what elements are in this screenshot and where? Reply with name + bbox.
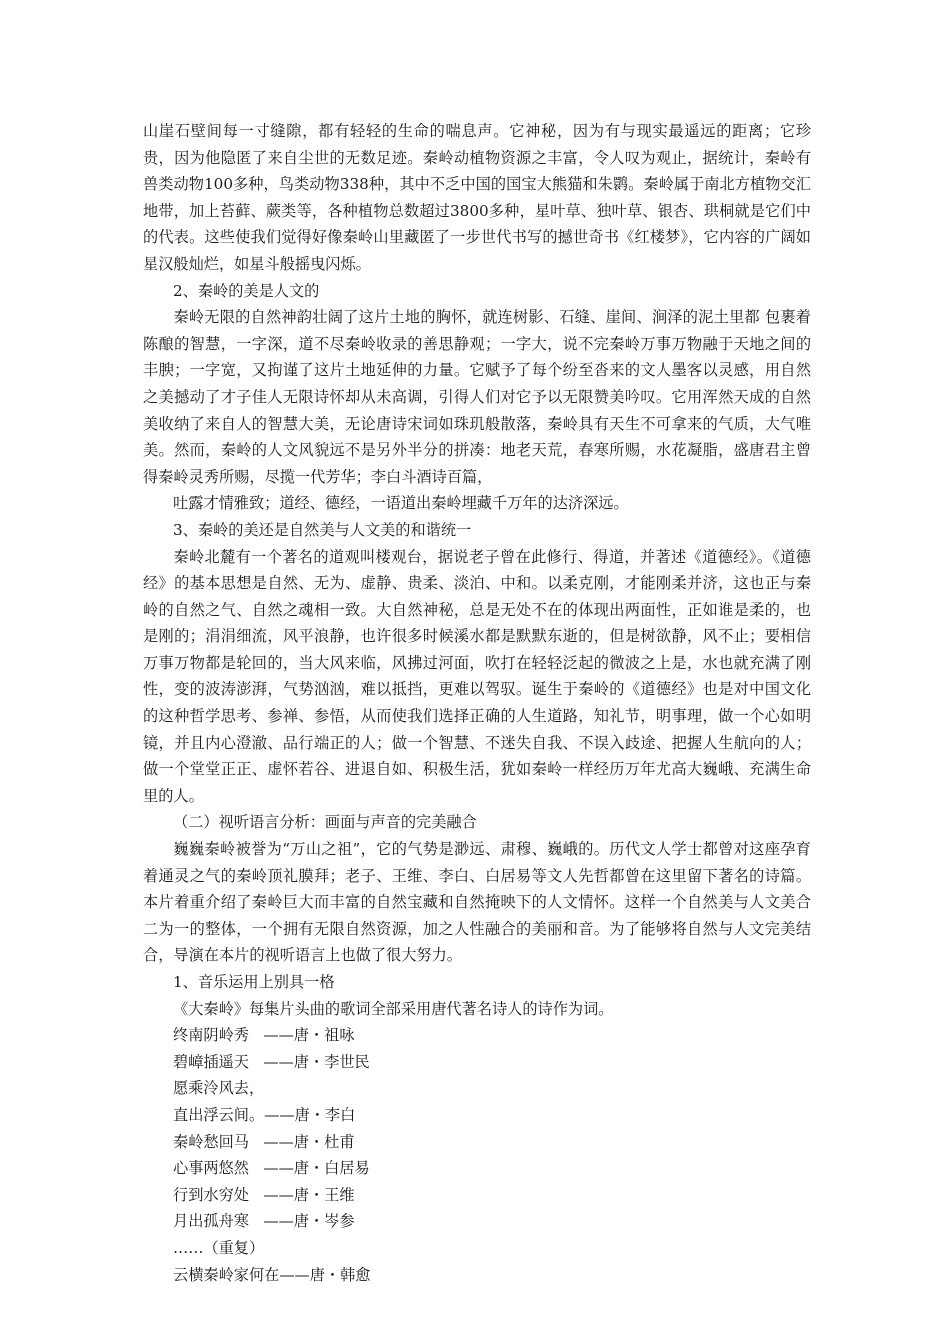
- section-heading-music: 1、音乐运用上别具一格: [173, 973, 335, 991]
- paragraph-humanistic-continued: 吐露才情雅致；道经、德经，一语道出秦岭埋藏千万年的达济深远。: [173, 494, 629, 513]
- section-heading-audiovisual: （二）视听语言分析：画面与声音的完美融合: [173, 813, 477, 832]
- poem-block: [143, 1022, 811, 1288]
- poem-line: 行到水穷处 ——唐・王维: [173, 1185, 355, 1204]
- poem-line: 月出孤舟寒 ——唐・岑参: [173, 1212, 355, 1231]
- poem-line: 终南阴岭秀 ——唐・祖咏: [173, 1026, 355, 1045]
- section-heading-harmony: 3、秦岭的美还是自然美与人文美的和谐统一: [173, 520, 472, 539]
- paragraph-flora-fauna: 山崖石壁间每一寸缝隙，都有轻轻的生命的喘息声。它神秘，因为有与现实最遥远的距离；它珍贵，因为他隐匿了来自尘世的无数足迹。秦岭动植物资源之丰富，令人叹为观止，据统计，秦岭有兽类动物100多种，鸟类动物338种，其中不乏中国的国宝大熊猫和朱鹮。秦岭属于南北方植物交汇地带，加上苔藓、蕨类等，各种植物总数超过3800多种，星叶草、独叶草、银杏、珙桐就是它们中的代表。这些使我们觉得好像秦岭山里藏匿了一步世代书写的撼世奇书《红楼梦》，它内容的广阔如星汉般灿烂，如星斗般摇曳闪烁。: [143, 122, 811, 273]
- poem-line: 心事两悠然 ——唐・白居易: [173, 1159, 370, 1178]
- poem-line: 秦岭愁回马 ——唐・杜甫: [173, 1132, 355, 1151]
- poem-line: 直出浮云间。——唐・李白: [173, 1105, 356, 1124]
- poem-line: 碧嶂插遥天 ——唐・李世民: [173, 1052, 370, 1071]
- poem-line: 愿乘泠风去，: [173, 1079, 265, 1098]
- paragraph-humanistic: 秦岭无限的自然神韵壮阔了这片土地的胸怀，就连树影、石缝、崖间、涧泽的泥土里都 包裹着陈酿的智慧，一字深，道不尽秦岭收录的善思静观；一字大，说不完秦岭万事万物融于天地之间的丰腴；一字宽，又拘谨了这片土地延伸的力量。它赋予了每个纷至沓来的文人墨客以灵感，用自然之美撼动了才子佳人无限诗怀却从未高调，引得人们对它予以无限赞美吟叹。它用浑然天成的自然美收纳了来自人的智慧大美，无论唐诗宋词如珠玑般散落，秦岭具有天生不可拿来的气质，大气唯美。然而，秦岭的人文风貌远不是另外半分的拼凑：地老天荒，春寒所赐，水花凝脂，盛唐君主曾得秦岭灵秀所赐，尽揽一代芳华；李白斗酒诗百篇，: [143, 308, 811, 486]
- paragraph-harmony: 秦岭北麓有一个著名的道观叫楼观台，据说老子曾在此修行、得道，并著述《道德经》。《道德经》的基本思想是自然、无为、虚静、贵柔、淡泊、中和。以柔克刚，才能刚柔并济，这也正与秦岭的自然之气、自然之魂相一致。大自然神秘，总是无处不在的体现出两面性，正如谁是柔的，也是刚的；涓涓细流，风平浪静，也许很多时候溪水都是默默东逝的，但是树欲静，风不止；要相信万事万物都是轮回的，当大风来临，风拂过河面，吹打在轻轻泛起的微波之上是，水也就充满了刚性，变的波涛澎湃，气势汹汹，难以抵挡，更难以驾驭。诞生于秦岭的《道德经》也是对中国文化的这种哲学思考、参禅、参悟，从而使我们选择正确的人生道路，知礼节，明事理，做一个心如明镜，并且内心澄澈、品行端正的人；做一个智慧、不迷失自我、不误入歧途、把握人生航向的人；做一个堂堂正正、虚怀若谷、进退自如、积极生活，犹如秦岭一样经历万年尤高大巍峨、充满生命里的人。: [143, 547, 811, 805]
- paragraph-music-intro: 《大秦岭》每集片头曲的歌词全部采用唐代著名诗人的诗作为词。: [173, 999, 614, 1018]
- paragraph-audiovisual: 巍巍秦岭被誉为“万山之祖”，它的气势是渺远、肃穆、巍峨的。历代文人学士都曾对这座孕育着通灵之气的秦岭顶礼膜拜；老子、王维、李白、白居易等文人先哲都曾在这里留下著名的诗篇。本片着重介绍了秦岭巨大而丰富的自然宝藏和自然掩映下的人文情怀。这样一个自然美与人文美合二为一的整体，一个拥有无限自然资源，加之人性融合的美丽和音。为了能够将自然与人文完美结合，导演在本片的视听语言上也做了很大努力。: [143, 840, 811, 965]
- poem-line: 云横秦岭家何在——唐・韩愈: [173, 1265, 371, 1284]
- section-heading-humanistic: 2、秦岭的美是人文的: [173, 281, 320, 300]
- document-body: [143, 118, 811, 1288]
- poem-line: ……（重复）: [173, 1238, 265, 1257]
